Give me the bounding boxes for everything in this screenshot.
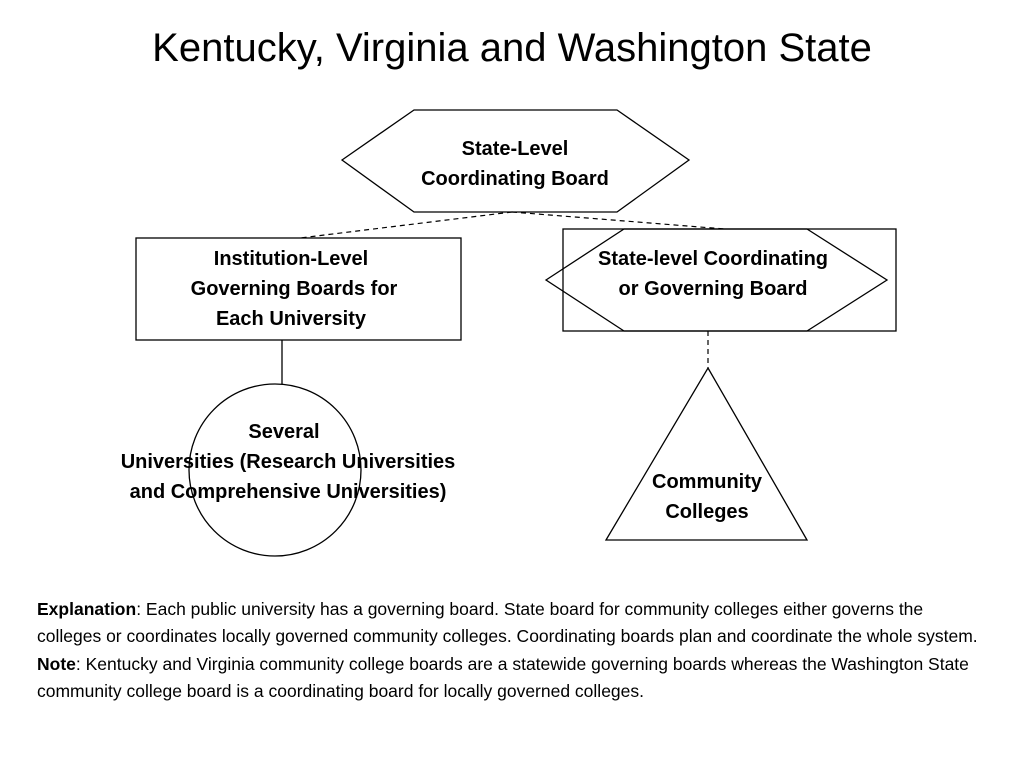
note-paragraph bbox=[37, 651, 992, 706]
dashed-connector-right bbox=[512, 212, 725, 229]
explanation-text-block bbox=[37, 596, 992, 705]
institution-boards-label: Institution-Level Governing Boards for Each University bbox=[190, 248, 398, 330]
note-body: : Kentucky and Virginia community college boards are a statewide governing boards whereas the Washington State community college board is a coordinating board for locally governed colleges. bbox=[37, 653, 969, 701]
state-coord-board-label: State-level Coordinating or Governing Board bbox=[597, 248, 829, 300]
explanation-body: : Each public university has a governing board. State board for community colleges either governs the colleges or coordinates locally governed community colleges. Coordinating boards plan and coordinate the whole system. bbox=[37, 599, 978, 647]
explanation-label: Explanation bbox=[37, 599, 137, 619]
explanation-paragraph bbox=[37, 596, 992, 651]
state-level-board-label: State-Level Coordinating Board bbox=[421, 138, 609, 190]
dashed-connector-left bbox=[300, 212, 512, 238]
universities-label: Several Universities (Research Universities and Comprehensive Universities) bbox=[120, 421, 456, 503]
community-colleges-label: Community Colleges bbox=[652, 471, 762, 523]
note-label: Note bbox=[37, 653, 76, 674]
page-title: Kentucky, Virginia and Washington State bbox=[152, 26, 872, 70]
